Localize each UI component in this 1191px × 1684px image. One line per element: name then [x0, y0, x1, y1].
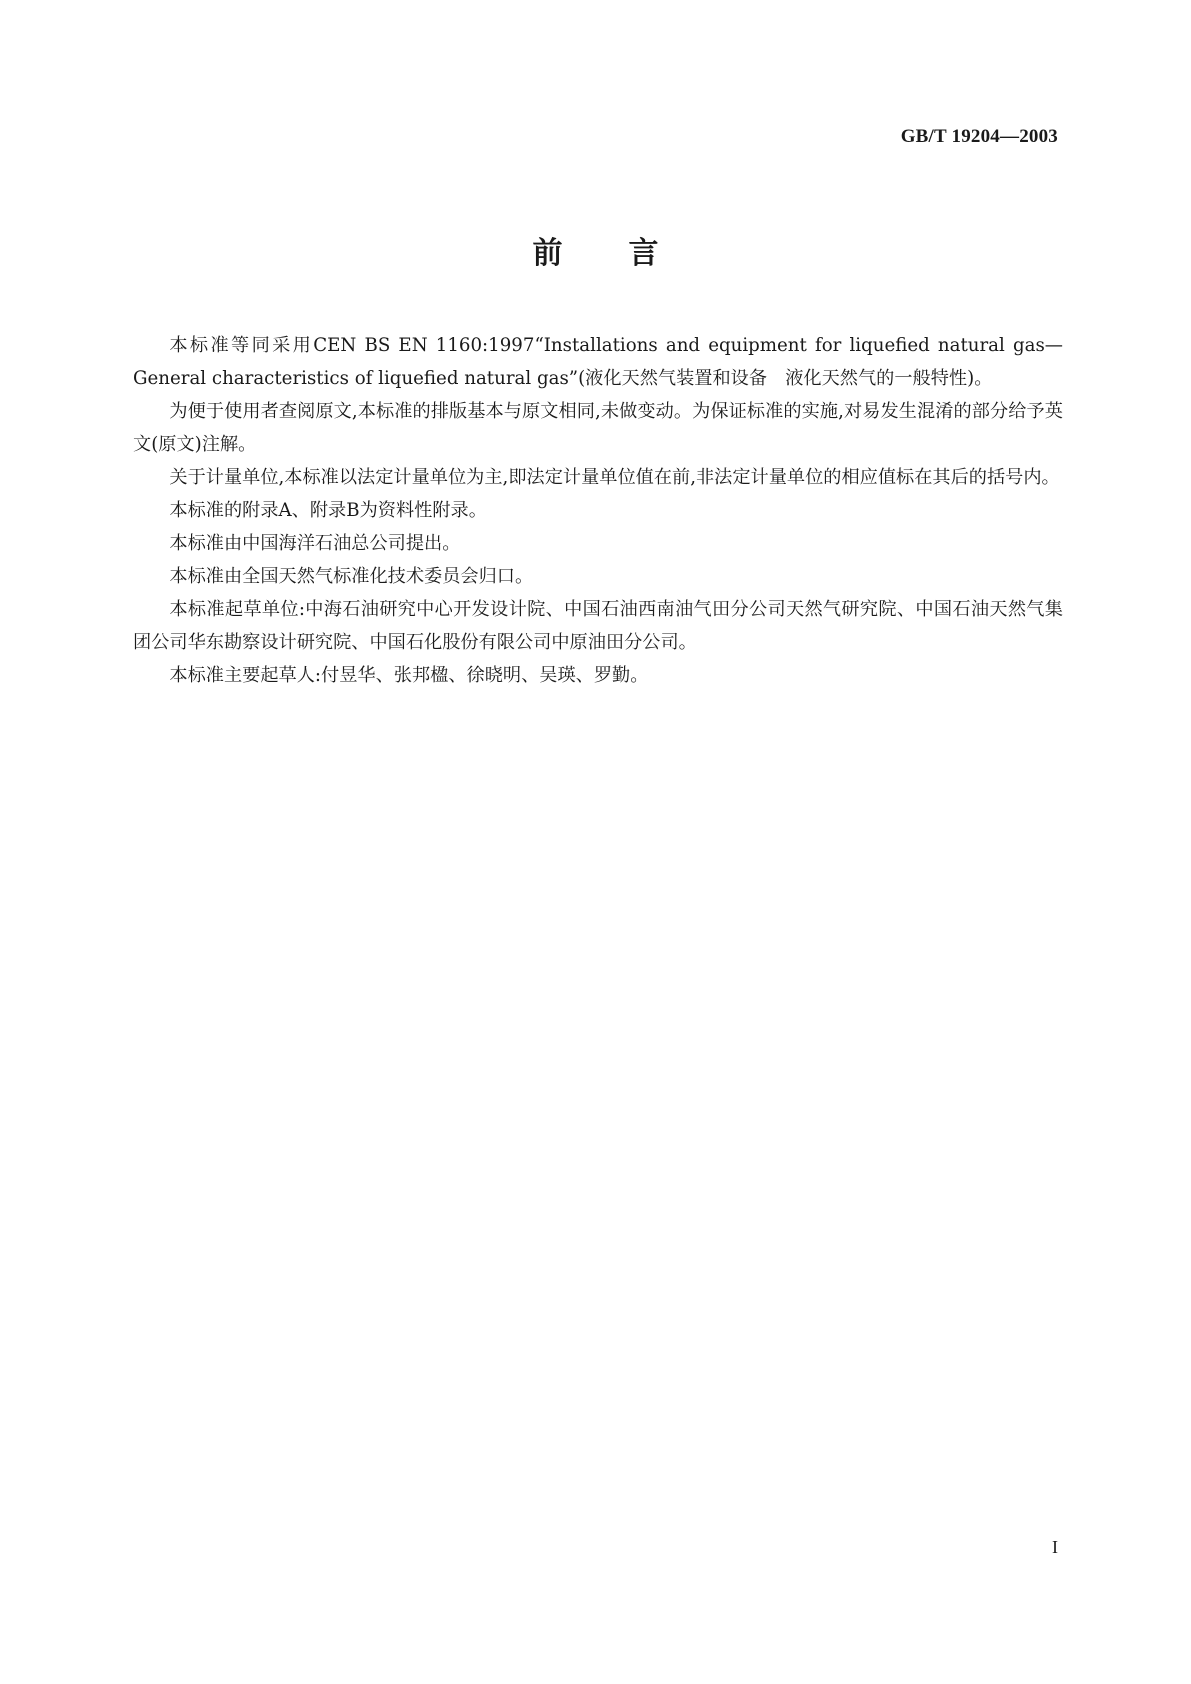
paragraph-annexes: 本标准的附录A、附录B为资料性附录。	[169, 500, 487, 521]
page-number: I	[1052, 1537, 1058, 1557]
document-code: GB/T 19204—2003	[900, 126, 1058, 147]
paragraph-adoption: 本标准等同采用CEN BS EN 1160:1997“Installations and equipment for liquefied natural gas—General characteristics of liquefied natural gas”(液化天然气装置和设备 液化天然气的一般特性)。	[133, 335, 1063, 389]
paragraph-committee: 本标准由全国天然气标准化技术委员会归口。	[169, 566, 534, 587]
page-title: 前言	[532, 236, 725, 271]
paragraph-units: 关于计量单位,本标准以法定计量单位为主,即法定计量单位值在前,非法定计量单位的相应值标在其后的括号内。	[169, 467, 1060, 488]
paragraph-drafting-units: 本标准起草单位:中海石油研究中心开发设计院、中国石油西南油气田分公司天然气研究院、中国石油天然气集团公司华东勘察设计研究院、中国石化股份有限公司中原油田分公司。	[133, 599, 1063, 653]
paragraph-layout: 为便于使用者查阅原文,本标准的排版基本与原文相同,未做变动。为保证标准的实施,对易发生混淆的部分给予英文(原文)注解。	[133, 401, 1063, 455]
foreword-body	[133, 329, 1063, 692]
paragraph-proposer: 本标准由中国海洋石油总公司提出。	[169, 533, 461, 554]
paragraph-drafters: 本标准主要起草人:付昱华、张邦楹、徐晓明、吴瑛、罗勤。	[169, 665, 649, 686]
